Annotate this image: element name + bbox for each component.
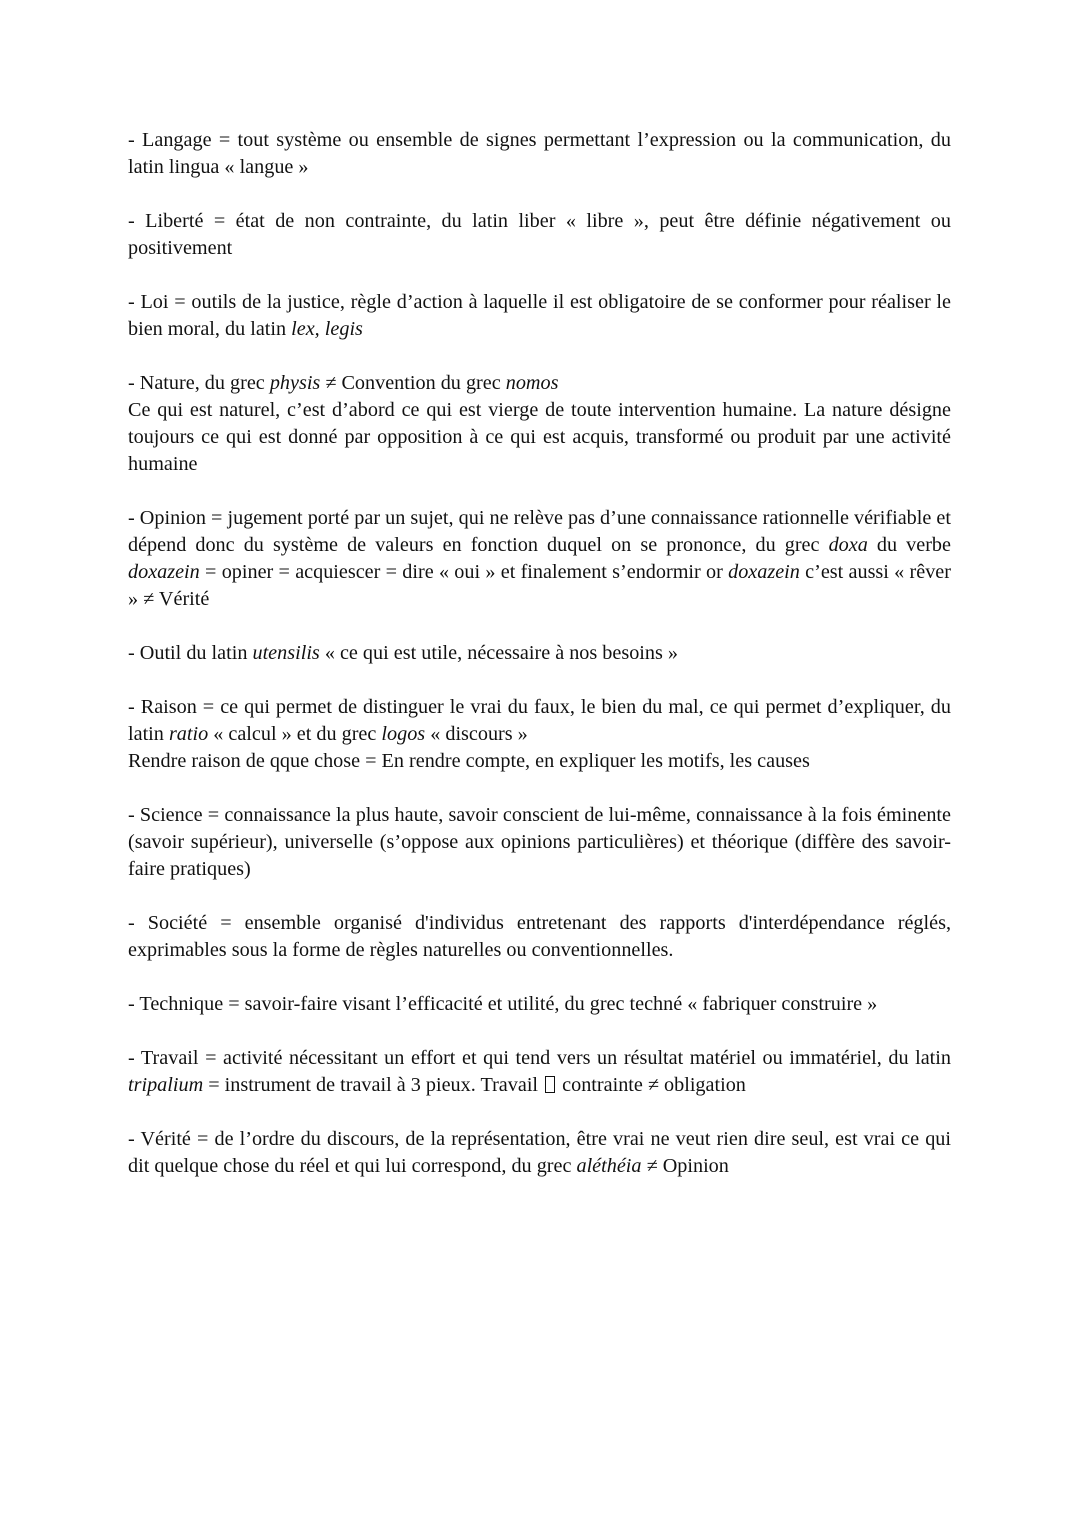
italic-term: physis — [269, 372, 321, 394]
italic-term: ratio — [168, 723, 209, 745]
definition-entry-outil — [128, 640, 951, 667]
text-segment: c’est aussi « rêver » ≠ Vérité — [128, 561, 951, 610]
document-page — [128, 127, 951, 1207]
text-segment: du verbe — [867, 534, 951, 556]
italic-term: doxa — [828, 534, 868, 556]
text-segment: - Science = connaissance la plus haute, savoir conscient de lui-même, connaissance à la fois éminente (savoir supérieur), universelle (s’oppose aux opinions particulières) et théorique (diffère des savoir-faire pratiques) — [128, 804, 951, 880]
definition-paragraph — [128, 208, 951, 262]
definition-paragraph — [128, 991, 951, 1018]
text-segment: - Travail = activité nécessitant un effort et qui tend vers un résultat matériel ou immatériel, du latin — [128, 1047, 951, 1069]
text-segment: - Vérité = de l’ordre du discours, de la représentation, être vrai ne veut rien dire seul, est vrai ce qui dit quelque chose du réel et qui lui correspond, du grec — [128, 1128, 951, 1177]
text-segment: Ce qui est naturel, c’est d’abord ce qui est vierge de toute intervention humaine. La nature désigne toujours ce qui est donné par opposition à ce qui est acquis, transformé ou produit par une activité humaine — [128, 399, 951, 475]
italic-term: logos — [381, 723, 426, 745]
definition-entry-loi — [128, 289, 951, 343]
definition-entry-verite — [128, 1126, 951, 1180]
italic-term: aléthéia — [576, 1155, 642, 1177]
definition-paragraph — [128, 505, 951, 613]
definition-paragraph — [128, 397, 951, 478]
definition-paragraph — [128, 748, 951, 775]
text-segment: - Opinion = jugement porté par un sujet, qui ne relève pas d’une connaissance rationnelle vérifiable et dépend donc du système de valeurs en fonction duquel on se prononce, du grec — [128, 507, 951, 556]
missing-glyph-icon — [545, 1076, 555, 1093]
text-segment: - Langage = tout système ou ensemble de signes permettant l’expression ou la communication, du latin lingua « langue » — [128, 129, 951, 178]
text-segment: = opiner = acquiescer = dire « oui » et finalement s’endormir or — [199, 561, 729, 583]
text-segment: Rendre raison de qque chose = En rendre compte, en expliquer les motifs, les causes — [128, 750, 810, 772]
definition-entry-opinion — [128, 505, 951, 613]
italic-term: lex, legis — [291, 318, 363, 340]
text-segment: - Nature, du grec — [128, 372, 270, 394]
definition-entry-societe — [128, 910, 951, 964]
text-segment: - Outil du latin — [128, 642, 253, 664]
definition-paragraph — [128, 910, 951, 964]
text-segment: ≠ Convention du grec — [320, 372, 506, 394]
definition-paragraph — [128, 640, 951, 667]
text-segment: = instrument de travail à 3 pieux. Travail — [203, 1074, 544, 1096]
text-segment: contrainte ≠ obligation — [557, 1074, 746, 1096]
definition-entry-travail — [128, 1045, 951, 1099]
text-segment: « calcul » et du grec — [208, 723, 382, 745]
text-segment: - Société = ensemble organisé d'individus entretenant des rapports d'interdépendance réglés, exprimables sous la forme de règles naturelles ou conventionnelles. — [128, 912, 951, 961]
italic-term: doxazein — [128, 561, 200, 583]
text-segment: « discours » — [425, 723, 528, 745]
definition-paragraph — [128, 1126, 951, 1180]
italic-term: utensilis — [252, 642, 320, 664]
definition-entry-science — [128, 802, 951, 883]
definition-entry-liberte — [128, 208, 951, 262]
text-segment: ≠ Opinion — [641, 1155, 729, 1177]
definition-paragraph — [128, 694, 951, 748]
text-segment: - Raison = ce qui permet de distinguer le vrai du faux, le bien du mal, ce qui permet d’expliquer, du latin — [128, 696, 951, 745]
definition-entry-raison — [128, 694, 951, 775]
text-segment: - Loi = outils de la justice, règle d’action à laquelle il est obligatoire de se conformer pour réaliser le bien moral, du latin — [128, 291, 951, 340]
italic-term: doxazein — [728, 561, 800, 583]
definition-entry-technique — [128, 991, 951, 1018]
definition-paragraph — [128, 289, 951, 343]
definition-paragraph — [128, 802, 951, 883]
italic-term: nomos — [505, 372, 559, 394]
definition-entry-nature — [128, 370, 951, 478]
text-segment: - Liberté = état de non contrainte, du latin liber « libre », peut être définie négativement ou positivement — [128, 210, 951, 259]
definition-paragraph — [128, 1045, 951, 1099]
definition-entry-langage — [128, 127, 951, 181]
italic-term: tripalium — [128, 1074, 204, 1096]
definition-paragraph — [128, 370, 951, 397]
definition-paragraph — [128, 127, 951, 181]
text-segment: « ce qui est utile, nécessaire à nos besoins » — [319, 642, 679, 664]
text-segment: - Technique = savoir-faire visant l’efficacité et utilité, du grec techné « fabriquer construire » — [128, 993, 878, 1015]
